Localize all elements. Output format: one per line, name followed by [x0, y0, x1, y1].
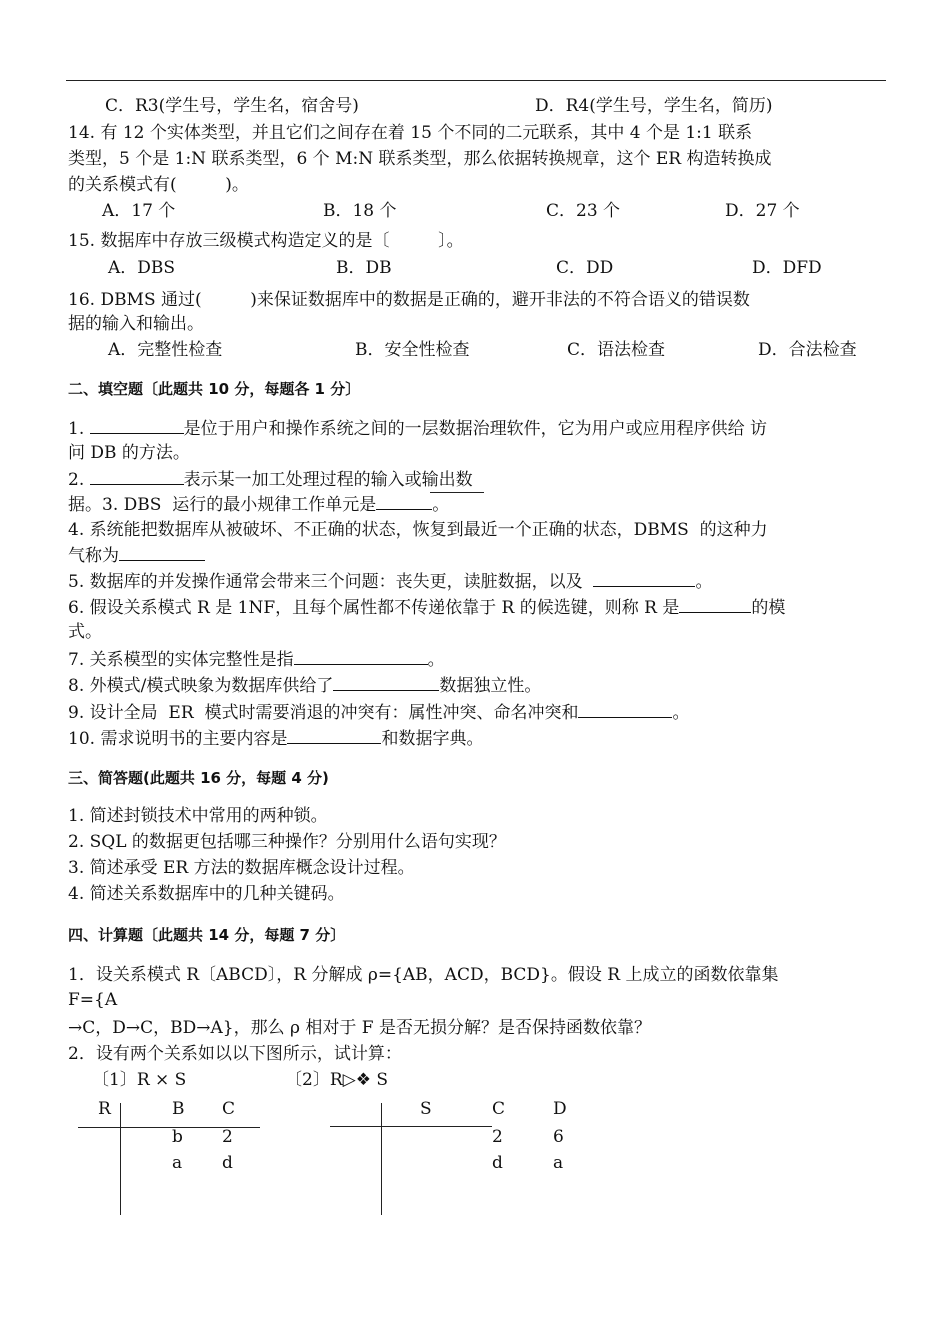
q16-line-2: 据的输入和输出。	[68, 314, 204, 334]
q16-option-d: D．合法检查	[758, 340, 857, 360]
short-section-heading: 三、简答题(此题共 16 分，每题 4 分)	[68, 769, 329, 787]
fill-q8-text: 8. 外模式/模式映象为数据库供给了	[68, 676, 334, 696]
fill-q4-text: 气称为	[68, 546, 119, 566]
calc-q1-line-3: →C，D→C，BD→A}，那么 ρ 相对于 F 是否无损分解？是否保持函数依靠？	[68, 1018, 651, 1038]
fill-q1-number: 1.	[68, 419, 85, 439]
q14-line-2: 类型，5 个是 1:N 联系类型，6 个 M:N 联系类型，那么依据转换规章，这个 ER 构造转换成	[68, 149, 772, 169]
q15-question: 15. 数据库中存放三级模式构造定义的是〔 〕。	[68, 231, 464, 251]
calc-section-heading: 四、计算题〔此题共 14 分，每题 7 分〕	[68, 926, 346, 944]
q14-line-1: 14. 有 12 个实体类型，并且它们之间存在着 15 个不同的二元联系，其中 4 个是 1:1 联系	[68, 123, 753, 143]
fill-q1	[68, 417, 767, 440]
short-q3: 3. 简述承受 ER 方法的数据库概念设计过程。	[68, 858, 415, 878]
q16-option-c: C．语法检查	[567, 340, 666, 360]
fill-q5-blank	[593, 570, 695, 587]
fill-q6	[68, 596, 785, 619]
short-q2: 2. SQL 的数据更包括哪三种操作？分别用什么语句实现？	[68, 832, 506, 852]
fill-q6-end: 的模	[751, 598, 786, 618]
q14-option-c: C．23 个	[546, 201, 621, 221]
fill-q3-text: 据。3. DBS 运行的最小规律工作单元是	[68, 495, 377, 515]
table-s-col-d: D	[553, 1099, 567, 1119]
fill-q6-text: 6. 假设关系模式 R 是 1NF，且每个属性都不传递依靠于 R 的候选键，则称 R 是	[68, 598, 680, 618]
table-r-header-rule	[78, 1127, 260, 1128]
fill-q5	[68, 570, 712, 593]
q14-option-b: B．18 个	[323, 201, 397, 221]
q14-line-3: 的关系模式有( )。	[68, 175, 249, 195]
fill-q2-blank	[90, 468, 184, 485]
table-r-cell: d	[222, 1153, 233, 1173]
table-r-cell: 2	[222, 1127, 233, 1147]
fill-q9-blank	[578, 701, 672, 718]
table-r-col-b: B	[172, 1099, 185, 1119]
fill-q8-blank	[333, 674, 439, 691]
fill-q4-line-2	[68, 544, 205, 567]
fill-q1-line-2: 问 DB 的方法。	[68, 443, 190, 463]
fill-q4-line-1: 4. 系统能把数据库从被破坏、不正确的状态，恢复到最近一个正确的状态，DBMS 的这种力	[68, 520, 768, 540]
table-s-cell: d	[492, 1153, 503, 1173]
fill-q8-end: 数据独立性。	[439, 676, 542, 696]
table-s-cell: 6	[553, 1127, 564, 1147]
fill-q3	[68, 493, 449, 516]
table-s-divider	[381, 1103, 382, 1215]
fill-q7-blank	[294, 648, 428, 665]
table-s-cell: 2	[492, 1127, 503, 1147]
fill-q7	[68, 648, 445, 671]
fill-q3-end: 。	[432, 495, 450, 515]
table-s-header-rule	[330, 1126, 492, 1127]
fill-q10-text: 10. 需求说明书的主要内容是	[68, 729, 288, 749]
fill-q5-text: 5. 数据库的并发操作通常会带来三个问题：丧失更，读脏数据，以及	[68, 572, 583, 592]
fill-q2-number: 2.	[68, 470, 85, 490]
fill-q6-line-2: 式。	[68, 622, 102, 642]
table-r-cell: b	[172, 1127, 183, 1147]
calc-q2-sub-2: 〔2〕R▷❖ S	[285, 1070, 388, 1090]
q15-option-a: A．DBS	[108, 258, 176, 278]
short-q1: 1. 简述封锁技术中常用的两种锁。	[68, 806, 328, 826]
fill-q3-top-rule	[430, 492, 484, 493]
fill-q2-text: 表示某一加工处理过程的输入或输出数	[183, 470, 473, 490]
fill-q9-text: 9. 设计全局 ER 模式时需要消退的冲突有：属性冲突、命名冲突和	[68, 703, 579, 723]
table-s-cell: a	[553, 1153, 564, 1173]
q15-option-d: D．DFD	[752, 258, 822, 278]
fill-q10-end: 和数据字典。	[381, 729, 484, 749]
table-r-col-c: C	[222, 1099, 236, 1119]
calc-q1-line-1: 1．设关系模式 R〔ABCD〕，R 分解成 ρ={AB，ACD，BCD}。假设 R 上成立的函数依靠集	[68, 965, 779, 985]
fill-section-heading: 二、填空题〔此题共 10 分，每题各 1 分〕	[68, 380, 361, 398]
q14-option-d: D．27 个	[725, 201, 800, 221]
table-r-name: R	[98, 1099, 111, 1119]
table-r-cell: a	[172, 1153, 183, 1173]
fill-q2	[68, 468, 473, 491]
fill-q10-blank	[287, 727, 381, 744]
table-r-divider	[120, 1103, 121, 1215]
short-q4: 4. 简述关系数据库中的几种关键码。	[68, 884, 345, 904]
fill-q7-end: 。	[427, 650, 445, 670]
fill-q4-blank	[119, 544, 205, 561]
fill-q9	[68, 701, 689, 724]
fill-q6-blank	[679, 596, 751, 613]
q16-option-a: A．完整性检查	[108, 340, 223, 360]
fill-q9-end: 。	[672, 703, 690, 723]
fill-q1-text: 是位于用户和操作系统之间的一层数据治理软件，它为用户或应用程序供给 访	[183, 419, 768, 439]
q13-option-c: C．R3(学生号，学生名，宿舍号)	[105, 96, 359, 116]
header-rule	[66, 80, 886, 81]
q16-option-b: B．安全性检查	[355, 340, 470, 360]
fill-q10	[68, 727, 483, 750]
q15-option-c: C．DD	[556, 258, 614, 278]
table-s-name: S	[420, 1099, 432, 1119]
q14-option-a: A．17 个	[102, 201, 176, 221]
q15-option-b: B．DB	[336, 258, 392, 278]
table-s-col-c: C	[492, 1099, 506, 1119]
fill-q3-blank	[376, 493, 432, 510]
fill-q5-end: 。	[695, 572, 713, 592]
q13-option-d: D．R4(学生号，学生名，简历)	[535, 96, 773, 116]
fill-q8	[68, 674, 541, 697]
q16-line-1: 16. DBMS 通过( )来保证数据库中的数据是正确的，避开非法的不符合语义的错误数	[68, 290, 750, 310]
fill-q7-text: 7. 关系模型的实体完整性是指	[68, 650, 294, 670]
calc-q2-line-1: 2．设有两个关系如以以下图所示，试计算：	[68, 1044, 402, 1064]
calc-q1-line-2: F={A	[68, 990, 118, 1010]
fill-q1-blank	[90, 417, 184, 434]
calc-q2-sub-1: 〔1〕R × S	[92, 1070, 187, 1090]
